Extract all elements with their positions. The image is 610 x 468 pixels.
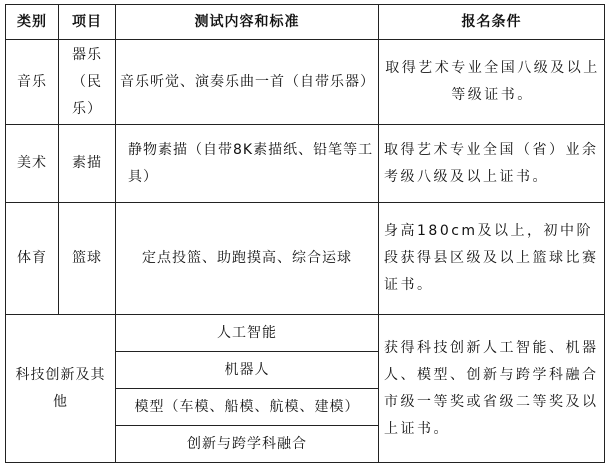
header-category: 类别: [6, 5, 59, 40]
row-tech: [6, 315, 605, 352]
condition-cell: 身高180cm及以上，初中阶段获得县区级及以上篮球比赛证书。: [379, 203, 605, 315]
tech-item-cell: 创新与跨学科融合: [116, 426, 379, 463]
condition-cell: 获得科技创新人工智能、机器人、模型、创新与跨学科融合市级一等奖或省级二等奖及以上证书。: [379, 315, 605, 463]
category-cell: 科技创新及其他: [6, 315, 116, 463]
content-cell: 定点投篮、助跑摸高、综合运球: [116, 203, 379, 315]
condition-cell: 取得艺术专业全国（省）业余考级八级及以上证书。: [379, 125, 605, 203]
category-cell: 音乐: [6, 40, 59, 125]
condition-cell: 取得艺术专业全国八级及以上等级证书。: [379, 40, 605, 125]
category-cell: 美术: [6, 125, 59, 203]
tech-item-cell: 机器人: [116, 352, 379, 389]
row-music: [6, 40, 605, 125]
header-project: 项目: [59, 5, 116, 40]
content-cell: 音乐听觉、演奏乐曲一首（自带乐器）: [116, 40, 379, 125]
admission-table: [5, 4, 605, 463]
project-cell: 素描: [59, 125, 116, 203]
row-sports: [6, 203, 605, 315]
project-cell: 器乐（民乐）: [59, 40, 116, 125]
header-row: [6, 5, 605, 40]
tech-item-cell: 模型（车模、船模、航模、建模）: [116, 389, 379, 426]
project-cell: 篮球: [59, 203, 116, 315]
header-condition: 报名条件: [379, 5, 605, 40]
row-art: [6, 125, 605, 203]
tech-item-cell: 人工智能: [116, 315, 379, 352]
header-content: 测试内容和标准: [116, 5, 379, 40]
category-cell: 体育: [6, 203, 59, 315]
content-cell: 静物素描（自带8K素描纸、铅笔等工具）: [116, 125, 379, 203]
